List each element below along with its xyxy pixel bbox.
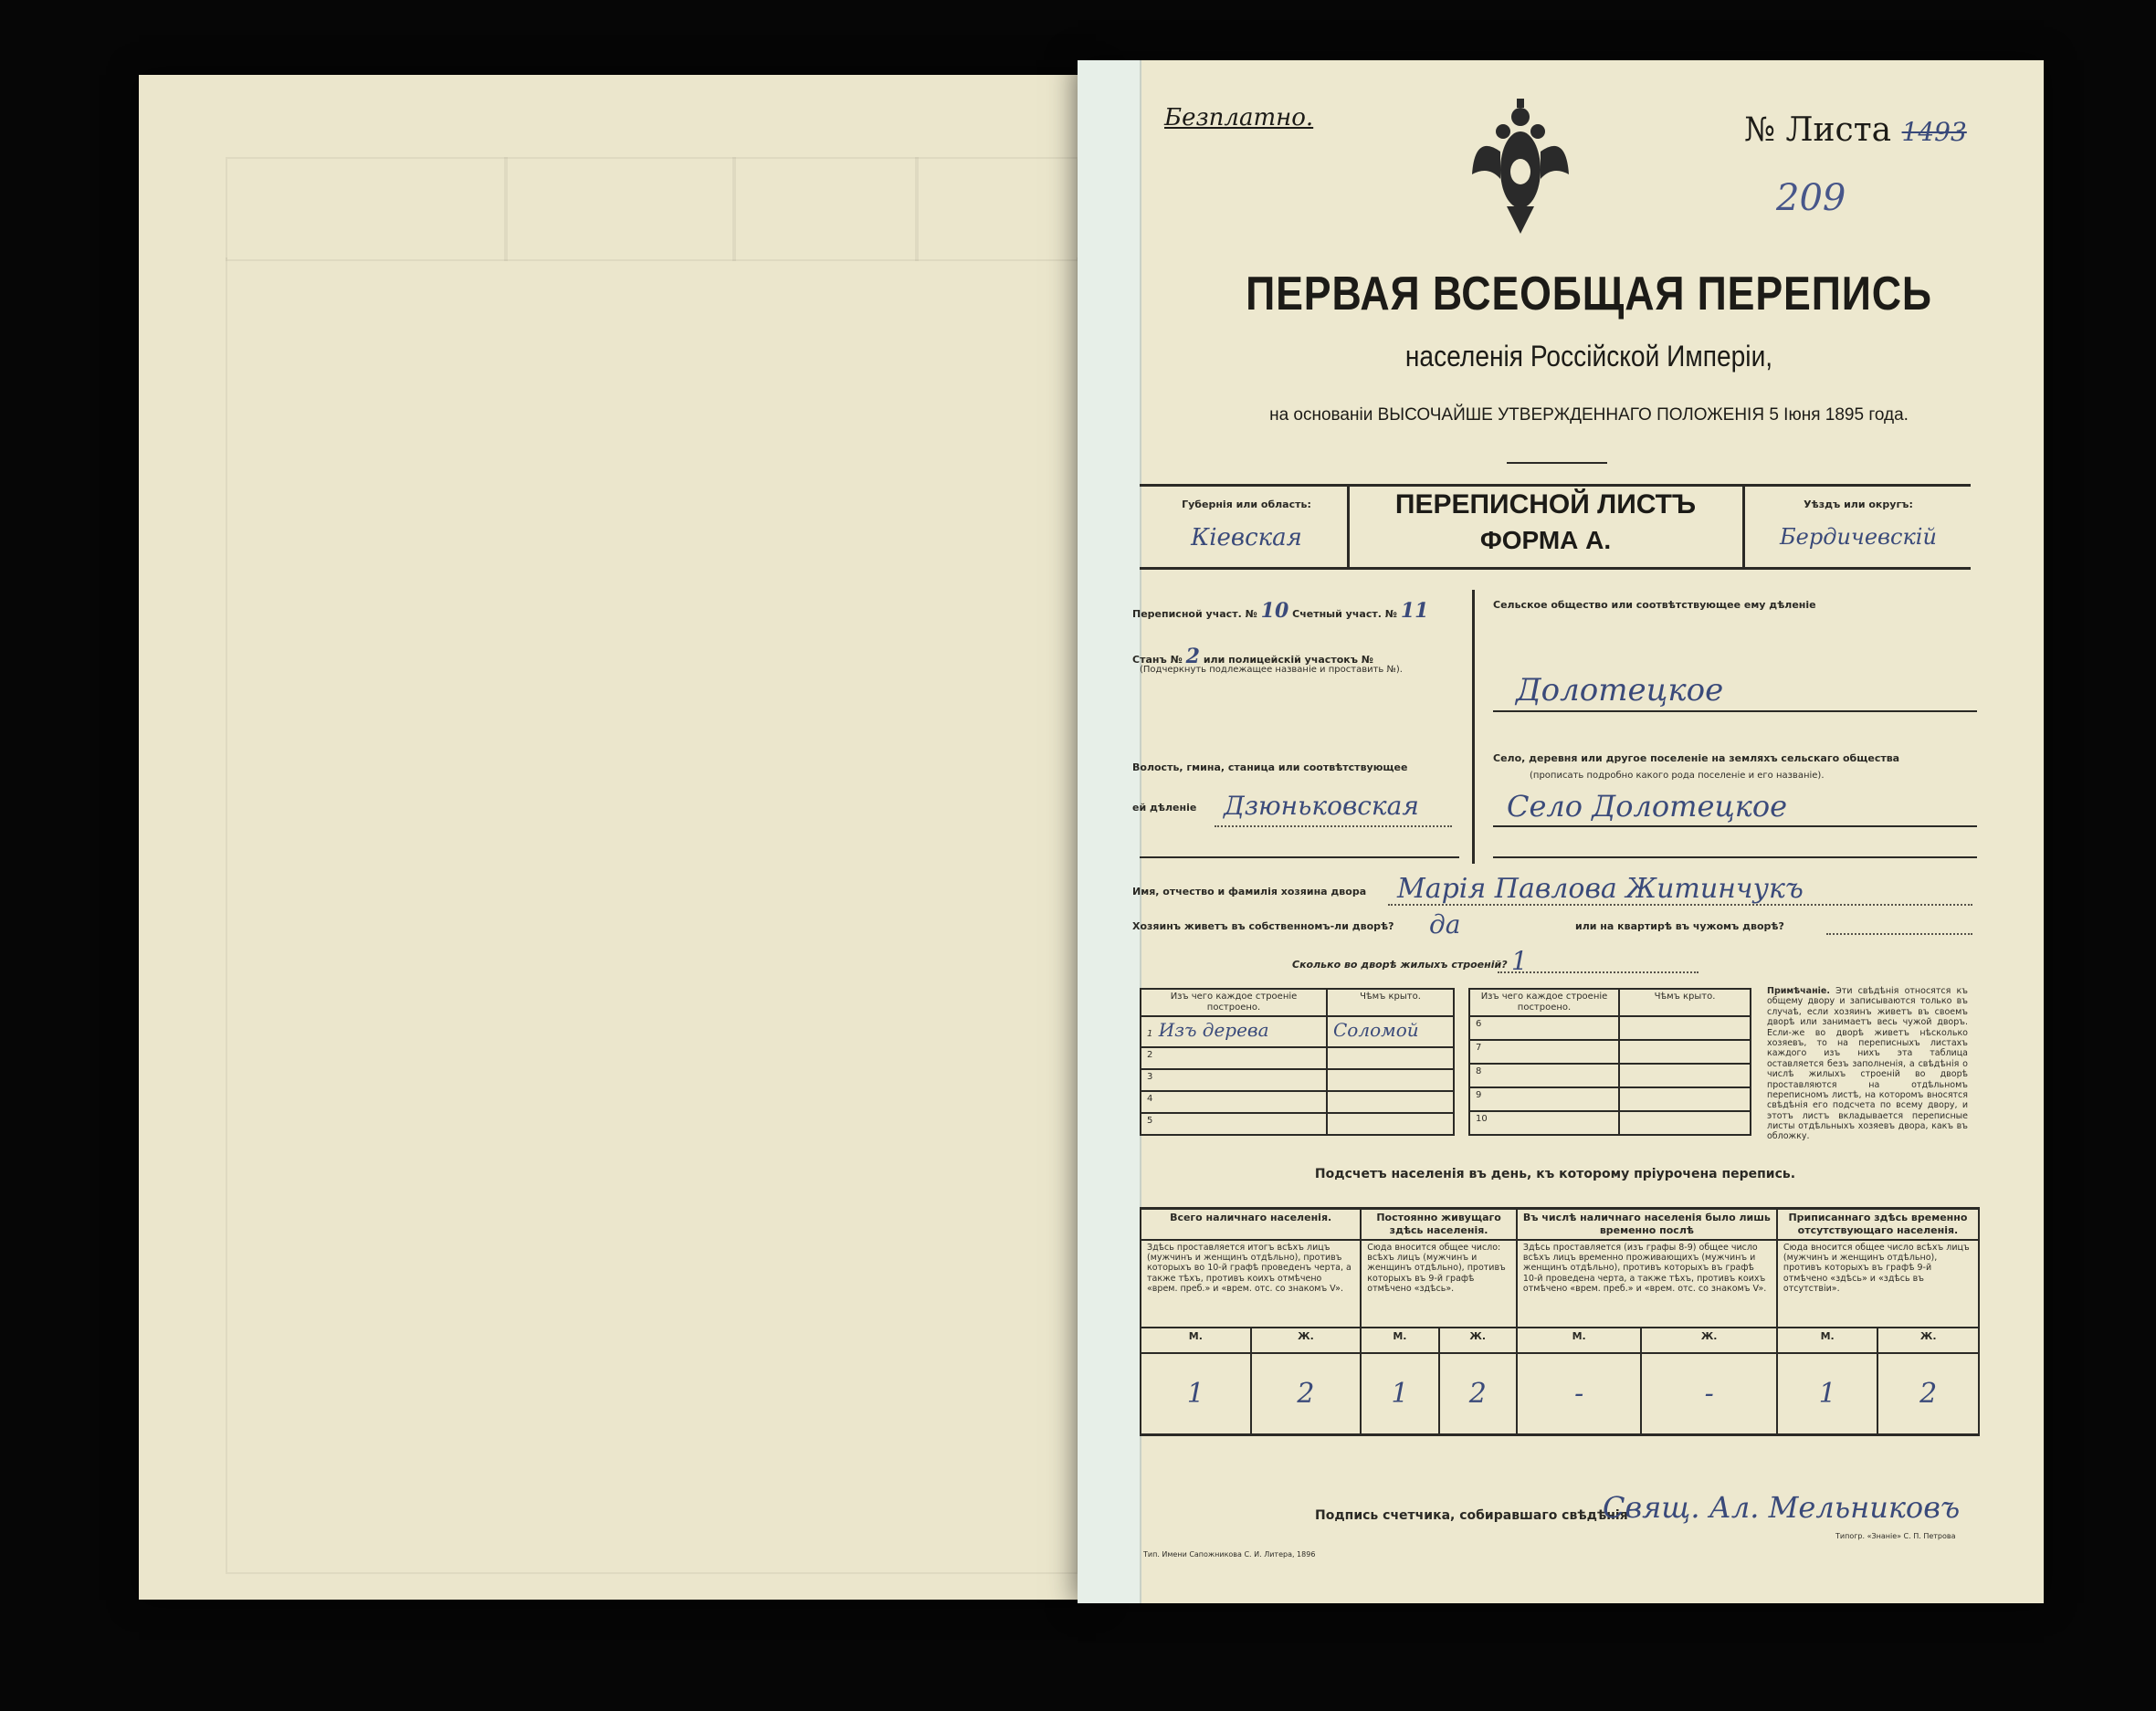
handwritten-sheet-number: 209 xyxy=(1776,177,1846,219)
building-row-roof xyxy=(1327,1113,1454,1135)
population-title: Подсчетъ населенія въ день, къ которому пріурочена перепись. xyxy=(1314,1167,1796,1181)
pop-col-2-head: Постоянно живущаго здѣсь населенія. xyxy=(1361,1209,1517,1240)
m-header: М. xyxy=(1517,1328,1642,1353)
pop-col-1-desc: Здѣсь проставляется итогъ всѣхъ лицъ (мужчинъ и женщинъ отдѣльно), противъ которыхъ во 10-й графѣ проведенъ черта, а также тѣхъ, противъ коихъ отмѣчено «врем. преб.» и «врем. отс. со знакомъ V». xyxy=(1141,1240,1361,1328)
building-row-roof xyxy=(1619,1087,1751,1111)
building-row-num: 10 xyxy=(1469,1111,1619,1135)
buildings-label: Сколько во дворѣ жилыхъ строеній? xyxy=(1292,959,1508,971)
form-title: ПЕРЕПИСНОЙ ЛИСТЪ xyxy=(1394,489,1697,520)
police-label: или полицейскій участокъ № xyxy=(1203,654,1374,666)
pop-col-3-head: Въ числѣ наличнаго населенія было лишь временно послѣ xyxy=(1517,1209,1777,1240)
building-material-value: Изъ дерева xyxy=(1158,1019,1269,1041)
building-row-num: 7 xyxy=(1469,1040,1619,1064)
pop-col-4-desc: Сюда вносится общее число всѣхъ лицъ (мужчинъ и женщинъ отдѣльно), противъ которыхъ въ графѣ 9-й отмѣчено «здѣсь» и «здѣсь въ отсутствіи». xyxy=(1777,1240,1979,1328)
bleed-through-frame xyxy=(226,257,1078,1574)
signature-label: Подпись счетчика, собиравшаго свѣдѣнія xyxy=(1315,1508,1628,1523)
building-row-num: 1 xyxy=(1147,1029,1153,1039)
gubernia-label: Губернія или область: xyxy=(1182,499,1311,510)
underline-note: (Подчеркнуть подлежащее названіе и проставить №). xyxy=(1140,665,1403,675)
census-area-line xyxy=(1132,599,1428,625)
owner-value: Марія Павлова Житинчукъ xyxy=(1397,873,1804,905)
building-row-num: 3 xyxy=(1141,1069,1327,1091)
building-row-num: 6 xyxy=(1469,1016,1619,1040)
note-block xyxy=(1767,986,1968,1142)
building-row-num: 9 xyxy=(1469,1087,1619,1111)
population-table xyxy=(1140,1207,1980,1436)
rented-label: или на квартирѣ въ чужомъ дворѣ? xyxy=(1575,920,1784,932)
building-row-1-roof: Соломой xyxy=(1327,1016,1454,1047)
pop-2-female: 2 xyxy=(1439,1353,1517,1435)
stan-value: 2 xyxy=(1185,645,1200,668)
pop-col-2-desc: Сюда вносится общее число: всѣхъ лицъ (мужчинъ и женщинъ отдѣльно), противъ которыхъ въ 9-й графѣ отмѣчено «здѣсь». xyxy=(1361,1240,1517,1328)
free-label: Безплатно. xyxy=(1164,104,1314,131)
legal-basis-line: на основаніи ВЫСОЧАЙШЕ УТВЕРЖДЕННАГО ПОЛОЖЕНІЯ 5 Іюня 1895 года. xyxy=(1269,405,1909,425)
col-material-header: Изъ чего каждое строеніе построено. xyxy=(1141,989,1327,1016)
sheet-number-label-text: № Листа xyxy=(1744,111,1892,149)
note-title: Примѣчаніе. xyxy=(1767,986,1830,996)
f-header: Ж. xyxy=(1641,1328,1776,1353)
pop-3-male: - xyxy=(1517,1353,1642,1435)
f-header: Ж. xyxy=(1877,1328,1979,1353)
pop-3-female: - xyxy=(1641,1353,1776,1435)
binding-strip xyxy=(1078,60,1141,1603)
col-material-header-2: Изъ чего каждое строеніе построено. xyxy=(1469,989,1619,1016)
col-roof-header-2: Чѣмъ крыто. xyxy=(1619,989,1751,1016)
village-value: Село Долотецкое xyxy=(1507,789,1788,824)
village-label: Село, деревня или другое поселеніе на земляхъ сельскаго общества xyxy=(1493,752,1900,764)
f-header: Ж. xyxy=(1439,1328,1517,1353)
bleed-through-line xyxy=(732,157,736,261)
buildings-table-right xyxy=(1468,988,1751,1136)
building-row-roof xyxy=(1327,1091,1454,1113)
building-row-roof xyxy=(1619,1064,1751,1087)
f-header: Ж. xyxy=(1251,1328,1362,1353)
volost-label-2: ей дѣленіе xyxy=(1132,802,1197,814)
own-yard-value: да xyxy=(1429,909,1461,939)
gubernia-value: Кіевская xyxy=(1191,524,1302,551)
buildings-value: 1 xyxy=(1511,946,1528,976)
m-header: М. xyxy=(1141,1328,1251,1353)
left-page xyxy=(139,75,1096,1600)
building-row-num: 8 xyxy=(1469,1064,1619,1087)
building-row-roof xyxy=(1619,1016,1751,1040)
building-row-1-material xyxy=(1141,1016,1327,1047)
pop-col-3-desc: Здѣсь проставляется (изъ графы 8-9) общее число всѣхъ лицъ временно проживающихъ (мужчинъ и женщинъ отдѣльно), противъ которыхъ въ графѣ 10-й проведена черта, а также тѣхъ, противъ коихъ отмѣчено «врем. преб.» и «врем. отс. со знакомъ V». xyxy=(1517,1240,1777,1328)
note-text: Эти свѣдѣнія относятся къ общему двору и записываются только въ случаѣ, если хозяинъ живетъ въ своемъ дворѣ или занимаетъ весь чужой дворъ. Если-же во дворѣ живетъ нѣсколько хозяевъ, то на переписныхъ листахъ каждого изъ нихъ эта таблица оставляется безъ заполненія, а свѣдѣнія о числѣ жилыхъ строеній во дворѣ проставляются на отдѣльномъ переписномъ листѣ, на которомъ вносятся свѣдѣнія его подсчета по всему двору, и этотъ листъ вкладывается переписные листы отдѣльныхъ хозяевъ двора, какъ въ обложку. xyxy=(1767,986,1968,1142)
census-form-page xyxy=(1078,60,2044,1603)
pop-1-female: 2 xyxy=(1251,1353,1362,1435)
society-label: Сельское общество или соотвѣтствующее ему дѣленіе xyxy=(1493,599,1816,611)
sheet-number-value: 1493 xyxy=(1901,117,1967,147)
m-header: М. xyxy=(1361,1328,1438,1353)
building-row-num: 2 xyxy=(1141,1047,1327,1069)
main-title: ПЕРВАЯ ВСЕОБЩАЯ ПЕРЕПИСЬ xyxy=(1246,268,1932,320)
pop-2-male: 1 xyxy=(1361,1353,1438,1435)
bleed-through-table xyxy=(226,157,1078,261)
bleed-through-line xyxy=(915,157,919,261)
building-row-roof xyxy=(1619,1111,1751,1135)
pop-4-male: 1 xyxy=(1777,1353,1878,1435)
volost-label: Волость, гмина, станица или соотвѣтствующее xyxy=(1132,761,1408,773)
uezd-label: Уѣздъ или округъ: xyxy=(1804,499,1913,510)
m-header: М. xyxy=(1777,1328,1878,1353)
building-row-roof xyxy=(1327,1047,1454,1069)
own-yard-label: Хозяинъ живетъ въ собственномъ-ли дворѣ? xyxy=(1132,920,1394,932)
counting-area-label: Счетный участ. № xyxy=(1292,608,1397,620)
printer-right: Типогр. «Знаніе» С. П. Петрова xyxy=(1835,1532,1956,1540)
pop-4-female: 2 xyxy=(1877,1353,1979,1435)
stan-label: Станъ № xyxy=(1132,654,1183,666)
enumerator-signature: Свящ. Ал. Мельниковъ xyxy=(1603,1490,1961,1525)
double-headed-eagle-emblem xyxy=(1470,97,1571,243)
col-roof-header: Чѣмъ крыто. xyxy=(1327,989,1454,1016)
census-area-value: 10 xyxy=(1260,599,1289,623)
building-row-roof xyxy=(1619,1040,1751,1064)
sheet-number-label xyxy=(1744,111,1967,149)
census-area-label: Переписной участ. № xyxy=(1132,608,1257,620)
pop-col-1-head: Всего наличнаго населенія. xyxy=(1141,1209,1361,1240)
village-note: (прописать подробно какого рода поселеніе и его названіе). xyxy=(1530,771,1825,781)
printer-left: Тип. Имени Сапожникова С. И. Литера, 1896 xyxy=(1143,1550,1316,1559)
building-row-roof xyxy=(1327,1069,1454,1091)
buildings-table-left xyxy=(1140,988,1455,1136)
pop-col-4-head: Приписаннаго здѣсь временно отсутствующаго населенія. xyxy=(1777,1209,1979,1240)
pop-1-male: 1 xyxy=(1141,1353,1251,1435)
uezd-value: Бердичевскій xyxy=(1780,524,1937,550)
building-row-num: 4 xyxy=(1141,1091,1327,1113)
bleed-through-line xyxy=(504,157,508,261)
counting-area-value: 11 xyxy=(1400,599,1429,623)
owner-label: Имя, отчество и фамилія хозяина двора xyxy=(1132,886,1367,897)
building-row-num: 5 xyxy=(1141,1113,1327,1135)
subtitle: населенія Россійской Имперіи, xyxy=(1404,340,1773,373)
society-value: Долотецкое xyxy=(1516,672,1724,709)
ornament-divider xyxy=(1507,462,1607,464)
volost-value: Дзюньковская xyxy=(1224,791,1419,821)
form-subtitle: ФОРМА А. xyxy=(1479,526,1612,554)
